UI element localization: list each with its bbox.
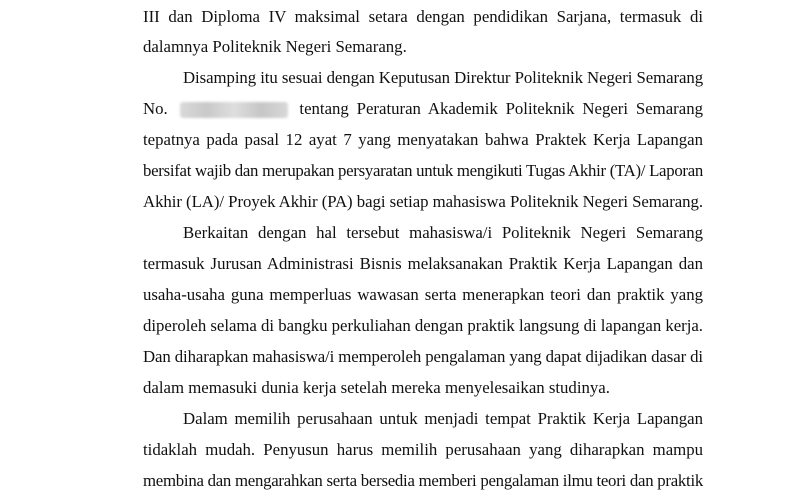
paragraph-2-line-1: Disamping itu sesuai dengan Keputusan Direktur Politeknik Negeri Semarang (183, 68, 704, 87)
paragraph-2-line-2 (143, 94, 703, 124)
paragraph-3-line-1: Berkaitan dengan hal tersebut mahasiswa/i Politeknik Negeri Semarang (183, 223, 703, 242)
paragraph-2-line-3: tepatnya pada pasal 12 ayat 7 yang menyatakan bahwa Praktek Kerja Lapangan (143, 130, 703, 149)
paragraph-3-line-3: usaha-usaha guna memperluas wawasan serta menerapkan teori dan praktik yang (143, 285, 703, 304)
redacted-document-number (180, 102, 288, 118)
document-number-label: No. (143, 99, 168, 118)
paragraph-3-line-4: diperoleh selama di bangku perkuliahan dengan praktik langsung di lapangan kerja. (143, 316, 703, 335)
paragraph-2-line-5: Akhir (LA)/ Proyek Akhir (PA) bagi setiap mahasiswa Politeknik Negeri Semarang. (143, 192, 703, 211)
paragraph-4-line-2: tidaklah mudah. Penyusun harus memilih perusahaan yang diharapkan mampu (143, 440, 703, 459)
paragraph-1-line-1: III dan Diploma IV maksimal setara dengan pendidikan Sarjana, termasuk di (143, 7, 703, 26)
paragraph-2-line-4: bersifat wajib dan merupakan persyaratan untuk mengikuti Tugas Akhir (TA)/ Laporan (143, 161, 704, 180)
paragraph-2-line-2-text: tentang Peraturan Akademik Politeknik Negeri Semarang (299, 99, 703, 118)
paragraph-1-line-2: dalamnya Politeknik Negeri Semarang. (143, 37, 407, 56)
paragraph-4-line-1: Dalam memilih perusahaan untuk menjadi tempat Praktik Kerja Lapangan (183, 409, 703, 428)
paragraph-3-line-2: termasuk Jurusan Administrasi Bisnis melaksanakan Praktik Kerja Lapangan dan (143, 254, 703, 273)
paragraph-3-line-5: Dan diharapkan mahasiswa/i memperoleh pengalaman yang dapat dijadikan dasar di (143, 347, 703, 366)
paragraph-3-line-6: dalam memasuki dunia kerja setelah mereka menyelesaikan studinya. (143, 378, 610, 397)
paragraph-4-line-3: membina dan mengarahkan serta bersedia memberi pengalaman ilmu teori dan praktik (143, 471, 703, 490)
